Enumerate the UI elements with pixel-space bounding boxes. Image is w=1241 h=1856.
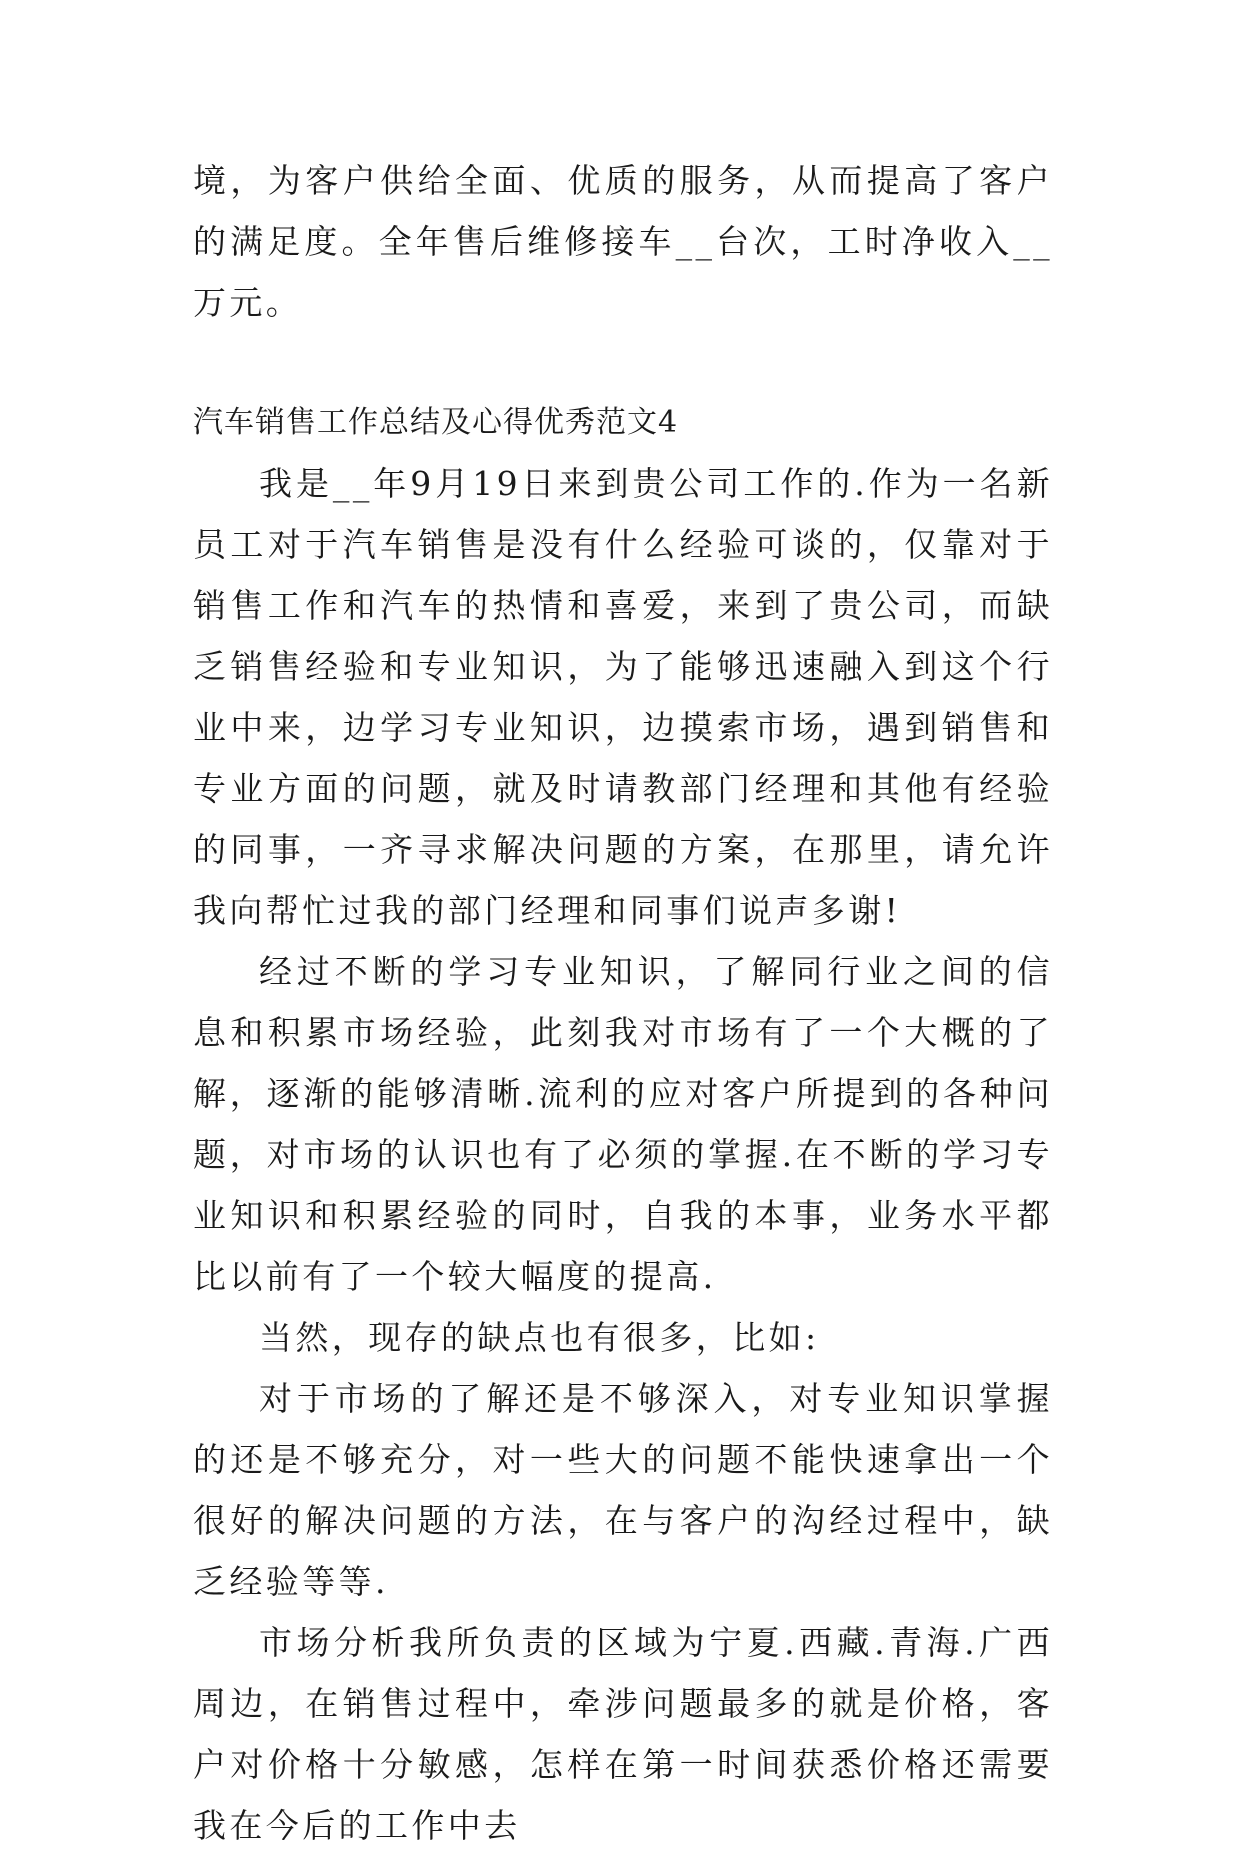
document-body [193,150,1053,1856]
continued-paragraph: 境，为客户供给全面、优质的服务，从而提高了客户的满足度。全年售后维修接车__台次，工时净收入__万元。 [193,161,1053,322]
body-paragraph: 经过不断的学习专业知识，了解同行业之间的信息和积累市场经验，此刻我对市场有了一个大概的了解，逐渐的能够清晰.流利的应对客户所提到的各种问题，对市场的认识也有了必须的掌握.在不断的学习专业知识和积累经验的同时，自我的本事，业务水平都比以前有了一个较大幅度的提高. [193,952,1053,1296]
body-paragraph: 对于市场的了解还是不够深入，对专业知识掌握的还是不够充分，对一些大的问题不能快速拿出一个很好的解决问题的方法，在与客户的沟经过程中，缺乏经验等等. [193,1379,1053,1601]
body-paragraph: 我是__年9月19日来到贵公司工作的.作为一名新员工对于汽车销售是没有什么经验可谈的，仅靠对于销售工作和汽车的热情和喜爱，来到了贵公司，而缺乏销售经验和专业知识，为了能够迅速融入到这个行业中来，边学习专业知识，边摸索市场，遇到销售和专业方面的问题，就及时请教部门经理和其他有经验的同事，一齐寻求解决问题的方案，在那里，请允许我向帮忙过我的部门经理和同事们说声多谢! [193,464,1053,930]
body-paragraph: 当然，现存的缺点也有很多，比如: [259,1318,820,1357]
section-heading: 汽车销售工作总结及心得优秀范文4 [193,405,679,440]
spacer [193,333,1053,393]
body-paragraph: 市场分析我所负责的区域为宁夏.西藏.青海.广西周边，在销售过程中，牵涉问题最多的就是价格，客户对价格十分敏感，怎样在第一时间获悉价格还需要我在今后的工作中去 [193,1623,1053,1845]
